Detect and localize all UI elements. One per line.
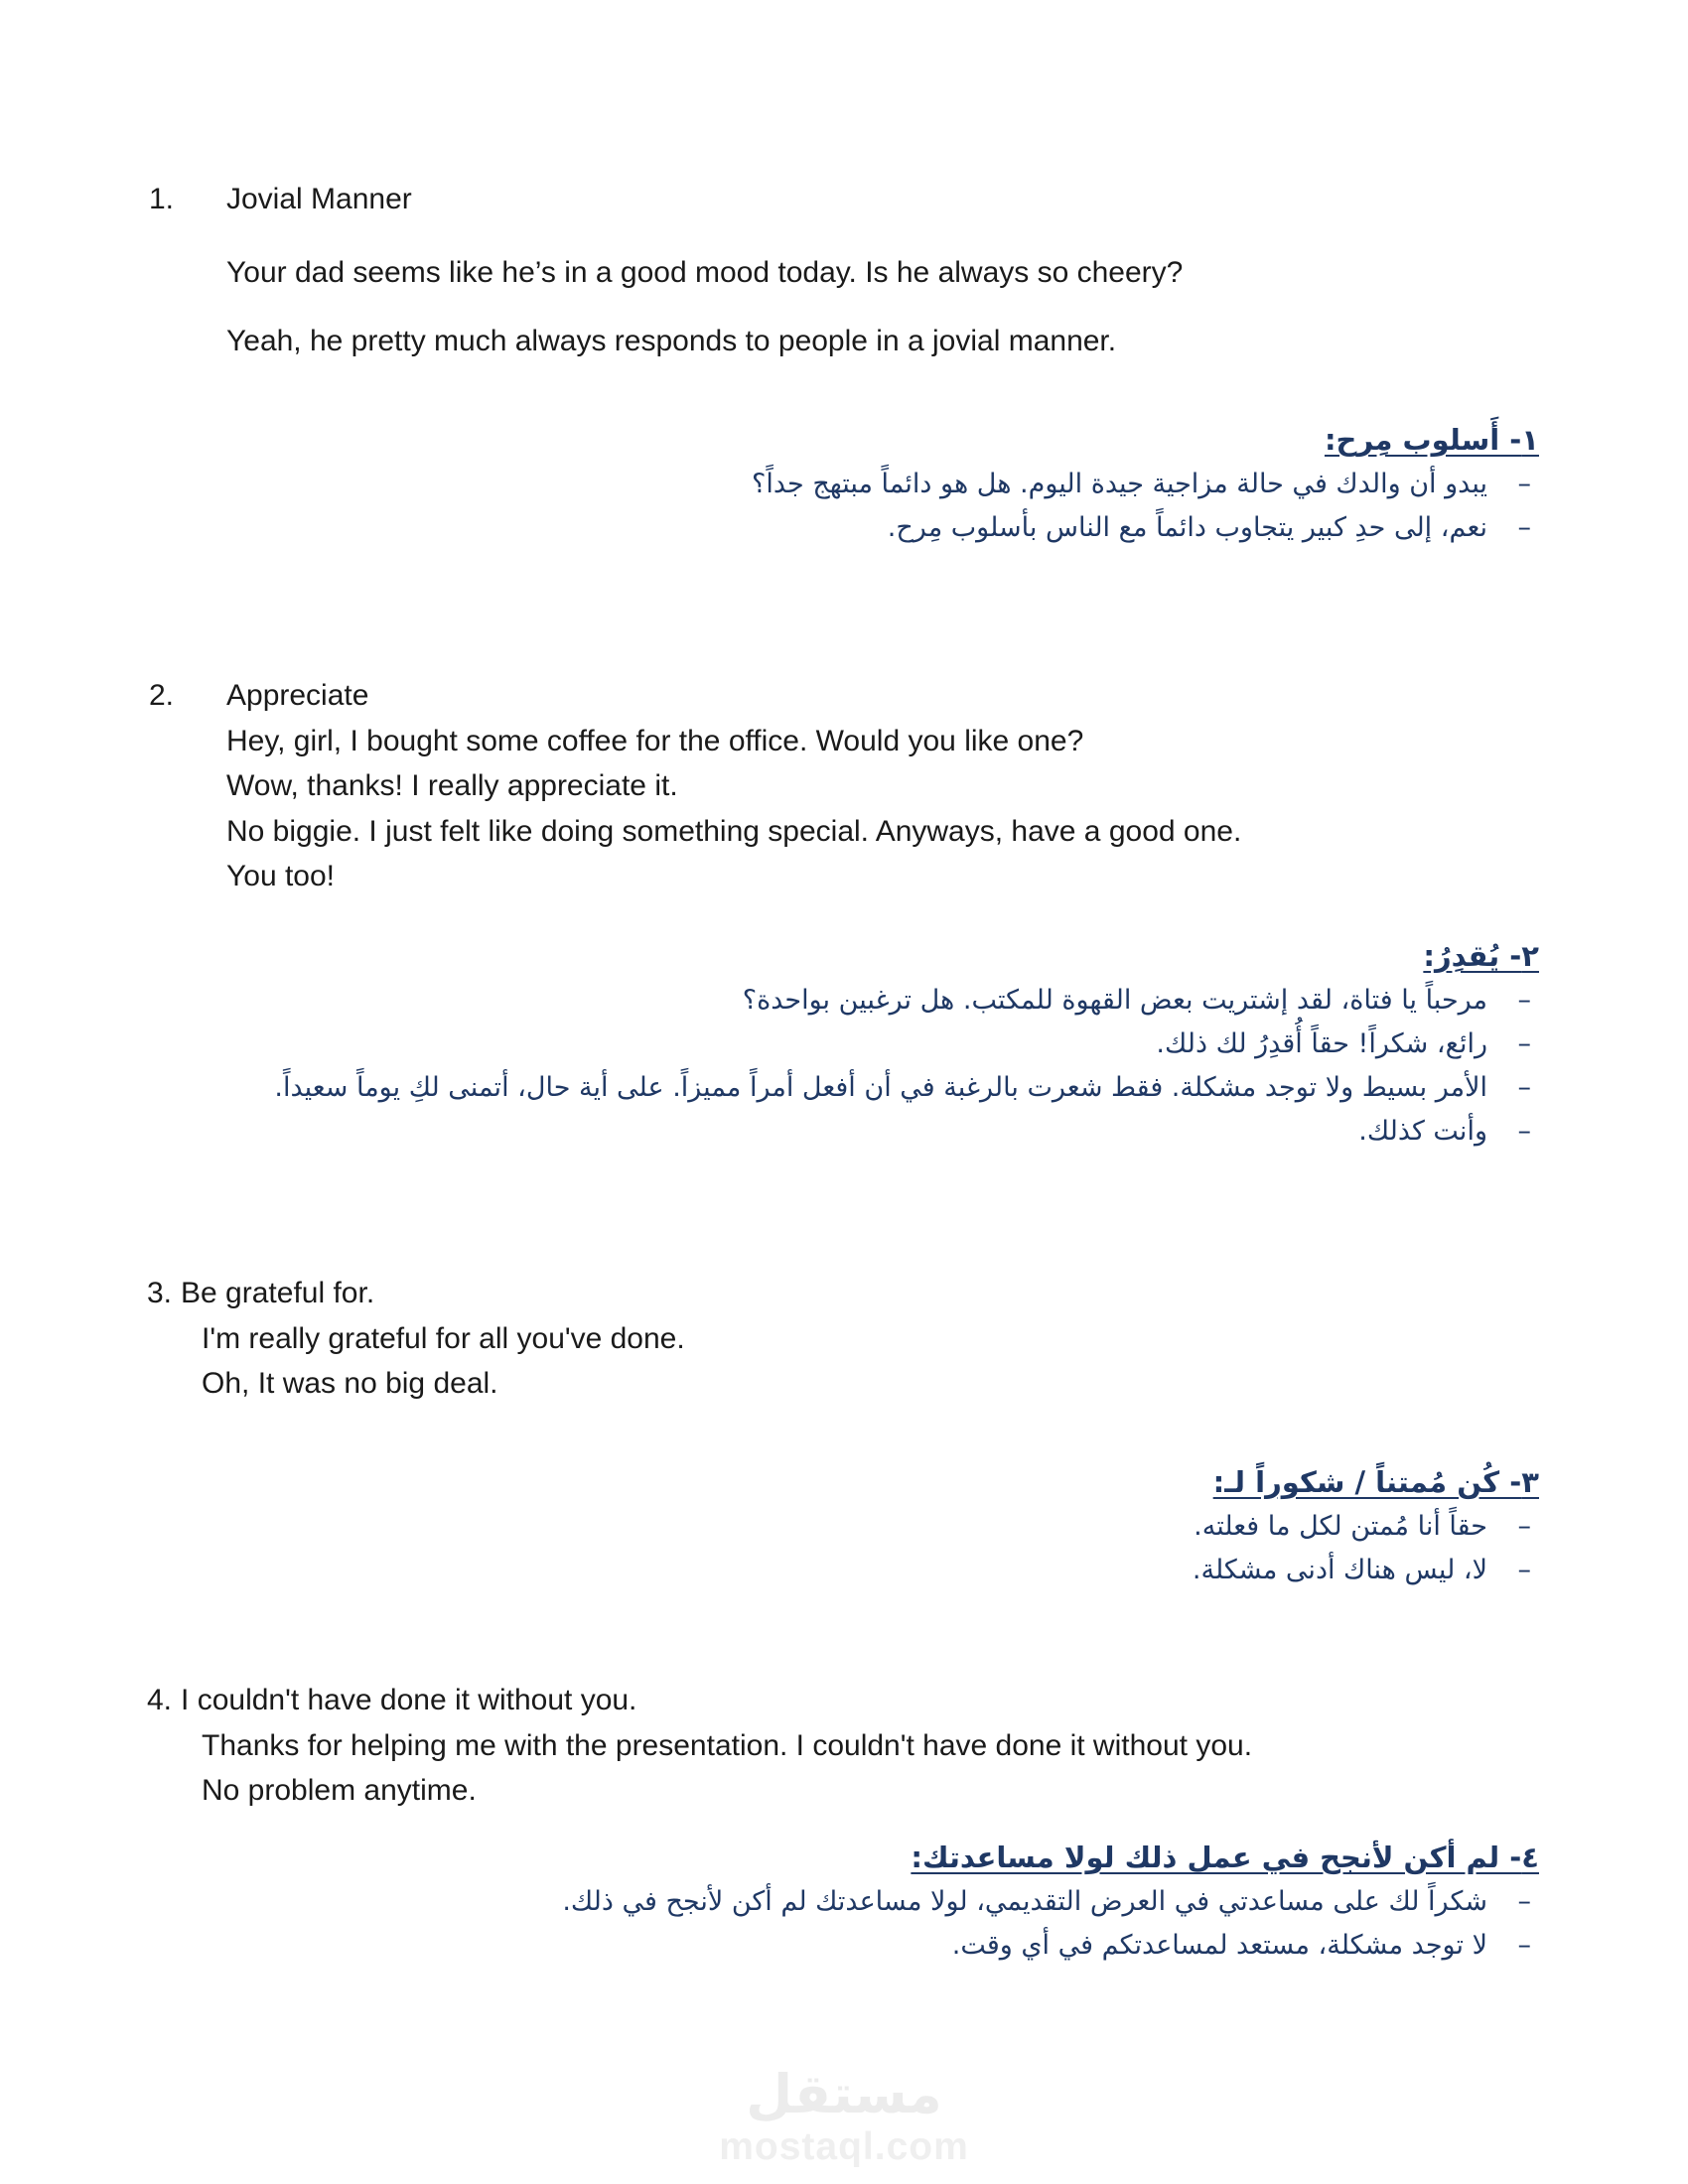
section-1-dialogue-line-1: Your dad seems like he’s in a good mood today. Is he always so cheery? <box>226 255 1184 289</box>
list-item: – مرحباً يا فتاة، لقد إشتريت بعض القهوة للمكتب. هل ترغبين بواحدة؟ <box>147 979 1539 1023</box>
section-2-heading-row <box>149 673 1559 719</box>
section-2-title: Appreciate <box>226 679 369 712</box>
section-1-arabic-bullets <box>149 463 1539 549</box>
list-item: – الأمر بسيط ولا توجد مشكلة. فقط شعرت بالرغبة في أن أفعل أمراً مميزاً. على أية حال، أتمنى لكِ يوماً سعيداً. <box>147 1066 1539 1110</box>
section-2-arabic <box>147 933 1539 1153</box>
section-4-arabic-heading: ٤- لم أكن لأنجح في عمل ذلك لولا مساعدتك: <box>911 1841 1539 1874</box>
section-3-arabic-heading: ٣- كُن مُمتناً / شكوراً لـ: <box>1212 1465 1539 1499</box>
section-4-english <box>147 1678 1557 1814</box>
list-item: – لا، ليس هناك أدنى مشكلة. <box>149 1549 1539 1592</box>
section-4-title: I couldn't have done it without you. <box>181 1684 637 1716</box>
section-4-dialogue-line-1: Thanks for helping me with the presentation. I couldn't have done it without you. <box>202 1728 1253 1762</box>
section-4-arabic-bullets <box>149 1880 1539 1967</box>
list-item: – لا توجد مشكلة، مستعد لمساعدتكم في أي وقت. <box>149 1924 1539 1968</box>
section-2-dialogue-line-3: No biggie. I just felt like doing something special. Anyways, have a good one. <box>226 814 1242 848</box>
section-1-dialogue-line-2: Yeah, he pretty much always responds to people in a jovial manner. <box>226 325 1117 358</box>
section-3-english <box>147 1271 1537 1407</box>
section-1-arabic-heading: ١- أَسلوب مِرح: <box>1324 423 1539 457</box>
section-3-dialogue-line-1: I'm really grateful for all you've done. <box>202 1321 685 1355</box>
list-item: – حقاً أنا مُمتن لكل ما فعلته. <box>149 1505 1539 1549</box>
section-2-arabic-heading: ٢- يُقدِرُ: <box>1423 939 1539 973</box>
section-2-dialogue-line-2: Wow, thanks! I really appreciate it. <box>226 769 678 803</box>
section-3-title: Be grateful for. <box>181 1277 375 1309</box>
section-3-arabic-bullets <box>149 1505 1539 1591</box>
watermark-arabic-logo: مستقل <box>746 2063 942 2125</box>
section-4-heading-row <box>147 1678 1557 1723</box>
list-item: – شكراً لك على مساعدتي في العرض التقديمي، لولا مساعدتك لم أكن لأنجح في ذلك. <box>149 1880 1539 1924</box>
section-1-heading-row <box>149 177 1539 222</box>
section-1-title: Jovial Manner <box>226 183 412 215</box>
section-2-english <box>149 673 1559 899</box>
section-4-dialogue-line-2: No problem anytime. <box>202 1774 477 1808</box>
section-3-marker: 3. <box>147 1277 173 1309</box>
section-3-arabic <box>149 1459 1539 1592</box>
list-item: – يبدو أن والدك في حالة مزاجية جيدة اليوم. هل هو دائماً مبتهج جداً؟ <box>149 463 1539 506</box>
list-item: – رائع، شكراً! حقاً أُقدِرُ لك ذلك. <box>147 1023 1539 1066</box>
section-4-marker: 4. <box>147 1684 173 1716</box>
section-4-arabic <box>149 1835 1539 1968</box>
section-1-marker: 1. <box>149 183 175 215</box>
section-2-dialogue-line-4: You too! <box>226 860 335 893</box>
section-2-marker: 2. <box>149 679 175 712</box>
list-item: – نعم، إلى حدِ كبير يتجاوب دائماً مع الناس بأسلوب مِرح. <box>149 506 1539 550</box>
section-1-arabic <box>149 417 1539 550</box>
section-1-english <box>149 177 1539 364</box>
list-item: – وأنت كذلك. <box>147 1110 1539 1154</box>
section-3-heading-row <box>147 1271 1537 1316</box>
section-2-arabic-bullets <box>147 979 1539 1153</box>
section-2-dialogue-line-1: Hey, girl, I bought some coffee for the office. Would you like one? <box>226 724 1084 757</box>
watermark <box>0 2063 1688 2170</box>
section-3-dialogue-line-2: Oh, It was no big deal. <box>202 1367 498 1401</box>
watermark-domain: mostaql.com <box>719 2124 969 2168</box>
